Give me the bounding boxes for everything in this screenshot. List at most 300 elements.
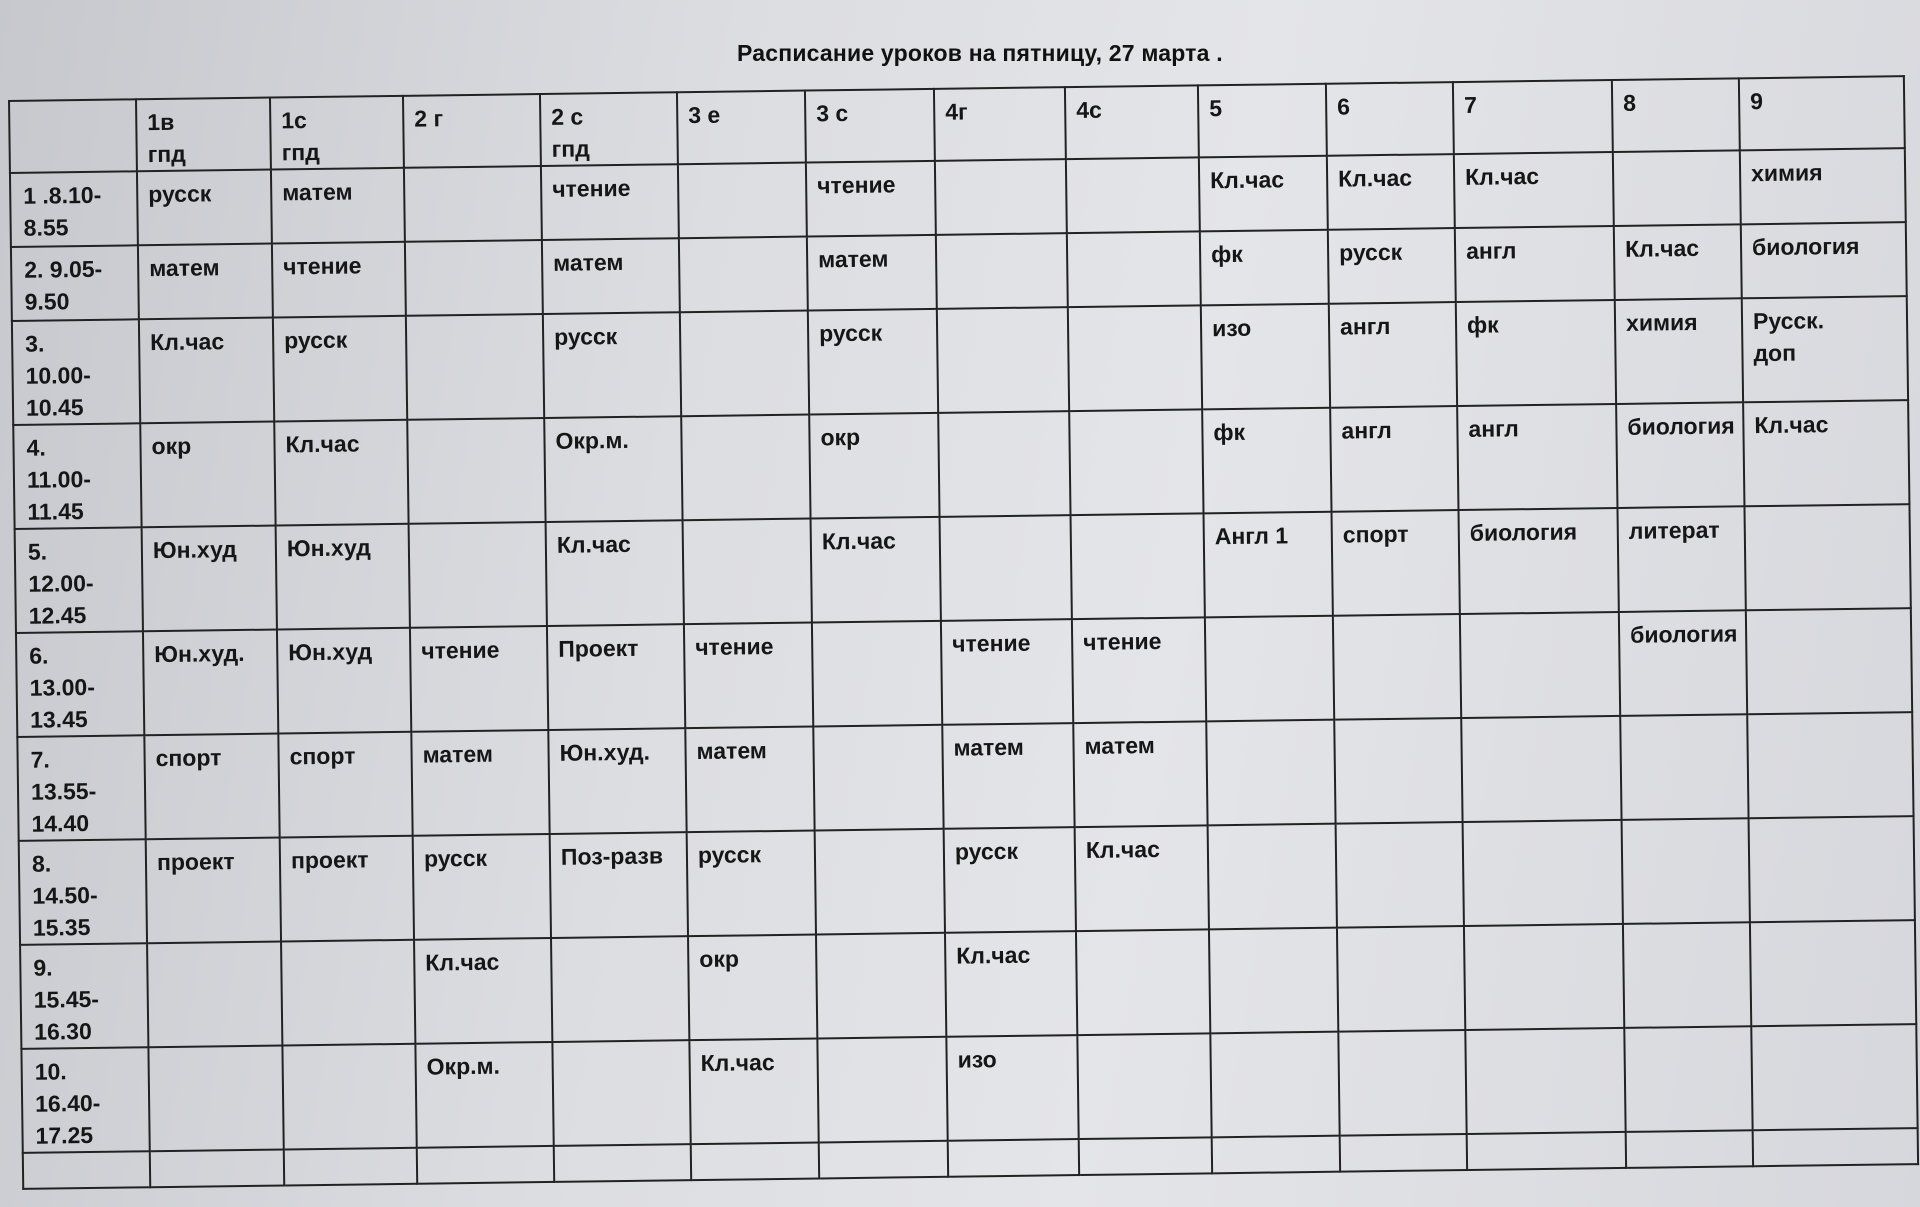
lesson-cell-text	[947, 240, 1058, 241]
lesson-cell	[542, 238, 680, 314]
lesson-cell-text: чтение	[817, 171, 896, 199]
lesson-cell-text	[948, 314, 1059, 315]
lesson-cell-text	[826, 836, 935, 837]
lesson-cell-text: матем	[149, 254, 220, 282]
column-header	[677, 91, 806, 165]
lesson-cell-text: Юн.худ	[286, 534, 371, 562]
lesson-cell	[806, 161, 936, 237]
column-header	[1739, 76, 1905, 150]
lesson-cell-text	[692, 422, 800, 423]
lesson-cell	[940, 515, 1072, 621]
lesson-cell-text	[1080, 417, 1193, 418]
column-header	[136, 98, 271, 172]
lesson-cell-text	[1761, 927, 1906, 929]
lesson-cell-text: матем	[1084, 732, 1155, 759]
lesson-cell	[406, 314, 544, 420]
lesson-cell-text: Кл.час	[1624, 234, 1700, 262]
lesson-cell-text	[1344, 621, 1451, 622]
lesson-cell-text: Юн.худ	[288, 638, 373, 666]
lesson-cell-text	[823, 628, 932, 629]
lesson-cell-text: Юн.худ	[152, 536, 237, 564]
lesson-cell	[812, 621, 942, 727]
lesson-cell-text	[292, 947, 405, 948]
lesson-cell-text: биология	[1469, 518, 1578, 546]
empty-cell	[554, 1144, 691, 1182]
lesson-cell	[1068, 305, 1202, 411]
lesson-cell-text: химия	[1625, 308, 1698, 336]
lesson-cell-text: химия	[1750, 159, 1823, 187]
column-header-text: 4с	[1076, 96, 1102, 124]
lesson-cell	[404, 166, 542, 242]
column-header-text: 3 с	[816, 100, 849, 127]
lesson-cell	[1329, 302, 1457, 408]
lesson-cell	[683, 519, 812, 625]
empty-cell	[23, 1151, 150, 1189]
lesson-cell	[1617, 506, 1745, 612]
lesson-cell	[1742, 296, 1908, 402]
lesson-cell-text	[160, 1053, 274, 1054]
lesson-cell	[1615, 298, 1743, 404]
lesson-cell	[142, 526, 277, 632]
lesson-cell	[1741, 222, 1907, 298]
lesson-cell	[1614, 224, 1742, 300]
lesson-cell-text	[1633, 825, 1740, 826]
lesson-cell-text	[828, 1044, 937, 1045]
lesson-cell	[1073, 721, 1207, 827]
lesson-cell	[1613, 150, 1741, 226]
lesson-cell-text	[694, 526, 802, 527]
lesson-cell	[678, 163, 807, 239]
lesson-cell-text	[1475, 931, 1614, 933]
lesson-cell	[1623, 922, 1751, 1028]
lesson-cell-text	[949, 418, 1060, 419]
lesson-cell	[1072, 617, 1206, 723]
lesson-cell-text	[1221, 1039, 1329, 1040]
lesson-cell-text: чтение	[952, 629, 1031, 657]
column-header-text: 8	[1623, 89, 1637, 116]
lesson-cell-text: Юн.худ.	[154, 639, 245, 668]
lesson-cell-text	[1758, 719, 1903, 721]
lesson-cell	[1209, 928, 1338, 1034]
lesson-time-cell	[10, 171, 138, 247]
lesson-time-cell	[19, 839, 147, 945]
lesson-time-cell	[21, 1047, 149, 1153]
lesson-cell-text: Кл.час	[150, 328, 225, 356]
lesson-cell-text	[1760, 823, 1905, 825]
lesson-cell	[1619, 610, 1747, 716]
lesson-cell-text: русск	[423, 844, 488, 872]
lesson-cell	[1332, 510, 1460, 616]
lesson-cell	[410, 626, 548, 732]
lesson-cell	[282, 1044, 416, 1150]
lesson-cell-text	[1472, 723, 1611, 725]
lesson-cell-text: русск	[818, 319, 883, 347]
lesson-cell-text	[1079, 313, 1192, 314]
column-header	[1453, 80, 1613, 154]
lesson-cell-text: матем	[553, 248, 624, 276]
lesson-cell	[1740, 148, 1906, 224]
lesson-cell	[1208, 824, 1337, 930]
lesson-cell-text: биология	[1627, 412, 1735, 440]
lesson-cell-text: окр	[151, 432, 192, 460]
lesson-cell	[405, 240, 543, 316]
lesson-cell-text: русск	[284, 326, 348, 354]
lesson-cell	[1334, 718, 1462, 824]
lesson-cell-text	[418, 425, 535, 427]
column-header-text: 9	[1749, 88, 1764, 115]
lesson-cell-text: чтение	[421, 636, 500, 664]
lesson-cell-text	[1220, 935, 1328, 936]
lesson-cell	[1463, 820, 1623, 926]
lesson-cell	[815, 829, 945, 935]
lesson-cell-text	[824, 732, 933, 733]
lesson-cell	[552, 1040, 690, 1146]
lesson-cell	[411, 730, 549, 836]
lesson-cell-text	[1088, 1040, 1201, 1041]
lesson-cell	[1454, 152, 1614, 228]
lesson-cell-text: фк	[1466, 311, 1499, 338]
lesson-cell	[1205, 616, 1334, 722]
lesson-cell	[689, 1038, 818, 1144]
lesson-cell-text: матем	[817, 245, 889, 273]
lesson-cell-text	[1634, 929, 1741, 930]
lesson-time-cell	[15, 527, 143, 633]
lesson-cell	[685, 727, 814, 833]
lesson-cell-text: фк	[1210, 240, 1243, 268]
lesson-time-cell	[16, 631, 144, 737]
lesson-cell	[942, 723, 1074, 829]
lesson-cell-text: Кл.час	[1337, 164, 1413, 192]
lesson-cell-text: Русск. доп	[1752, 307, 1825, 367]
lesson-cell-text: Кл.час	[1209, 166, 1285, 194]
lesson-cell-text	[691, 318, 799, 319]
lesson-cell-text	[420, 529, 537, 531]
schedule-table	[8, 75, 1919, 1190]
lesson-cell	[143, 630, 278, 736]
schedule-table-wrap	[8, 75, 1917, 1152]
lesson-cell-text: Кл.час	[425, 948, 500, 976]
column-header-text: 2 г	[414, 105, 444, 132]
lesson-cell	[144, 734, 279, 840]
lesson-cell	[1202, 408, 1331, 514]
page-title: Расписание уроков на пятницу, 27 марта .	[737, 40, 1223, 66]
lesson-cell	[551, 936, 689, 1042]
lesson-cell	[137, 170, 272, 246]
lesson-cell	[274, 420, 408, 526]
lesson-cell-text: Проект	[558, 634, 639, 662]
lesson-cell-text	[1757, 615, 1902, 617]
lesson-cell	[941, 619, 1073, 725]
lesson-cell-text: Юн.худ.	[559, 738, 651, 766]
lesson-cell	[807, 235, 937, 311]
lesson-cell-text: окр	[699, 945, 740, 973]
lesson-cell-text: проект	[156, 848, 235, 876]
lesson-cell-text	[1471, 619, 1610, 621]
column-header	[403, 94, 541, 168]
lesson-time-cell-text: 6. 13.00- 13.45	[29, 642, 96, 733]
empty-cell	[948, 1139, 1079, 1177]
column-header-text: 7	[1464, 91, 1478, 118]
lesson-cell-text: чтение	[552, 174, 631, 202]
column-header-text: 1в гпд	[147, 108, 186, 168]
lesson-cell-text	[1087, 936, 1200, 937]
empty-cell	[1212, 1136, 1340, 1174]
lesson-cell	[138, 244, 273, 320]
lesson-cell	[146, 838, 281, 944]
lesson-cell	[1460, 612, 1620, 718]
lesson-cell	[1069, 409, 1203, 515]
lesson-cell-text: англ	[1468, 415, 1519, 442]
lesson-cell-text	[690, 244, 798, 245]
empty-cell	[1626, 1130, 1753, 1168]
schedule-body	[9, 76, 1918, 1189]
lesson-cell	[1456, 300, 1616, 406]
lesson-cell	[946, 1035, 1078, 1141]
lesson-cell	[140, 422, 275, 528]
lesson-time-cell-text: 2. 9.05- 9.50	[24, 255, 103, 315]
lesson-cell	[817, 1037, 947, 1143]
lesson-cell-text: спорт	[289, 742, 356, 770]
lesson-cell-text	[1348, 933, 1455, 934]
lesson-time-cell-text: 10. 16.40- 17.25	[34, 1058, 101, 1149]
column-header	[1326, 82, 1454, 156]
lesson-cell-text: матем	[282, 178, 353, 206]
lesson-cell	[808, 309, 938, 415]
lesson-cell	[544, 416, 682, 522]
lesson-cell	[688, 934, 817, 1040]
lesson-cell-text: изо	[957, 1046, 997, 1073]
lesson-cell-text: Поз-разв	[560, 842, 664, 870]
lesson-cell-text: спорт	[155, 744, 222, 772]
lesson-cell-text: чтение	[1083, 627, 1162, 655]
lesson-cell	[1622, 818, 1750, 924]
lesson-cell-text	[951, 522, 1062, 523]
lesson-cell-text	[417, 321, 534, 323]
lesson-cell	[276, 524, 410, 630]
lesson-cell-text	[689, 170, 797, 171]
lesson-cell-text: Кл.час	[1754, 411, 1829, 439]
lesson-cell	[414, 938, 552, 1044]
lesson-cell-text	[946, 166, 1057, 167]
lesson-cell	[1624, 1026, 1752, 1132]
empty-cell	[284, 1148, 417, 1186]
lesson-cell	[813, 725, 943, 831]
lesson-cell-text: изо	[1211, 314, 1252, 342]
lesson-time-cell-text: 9. 15.45- 16.30	[33, 954, 100, 1045]
lesson-cell-text: Кл.час	[556, 530, 632, 558]
lesson-cell-text	[293, 1051, 406, 1052]
empty-cell	[417, 1146, 554, 1184]
lesson-cell	[935, 159, 1067, 235]
lesson-cell	[1338, 1030, 1466, 1136]
lesson-cell-text: англ	[1339, 312, 1391, 340]
lesson-cell	[1075, 825, 1209, 931]
lesson-cell	[681, 415, 810, 521]
lesson-cell	[1067, 231, 1201, 307]
lesson-cell	[1746, 608, 1912, 714]
lesson-cell-text: литерат	[1628, 516, 1720, 544]
lesson-cell	[1336, 822, 1464, 928]
lesson-cell-text: чтение	[283, 252, 362, 280]
lesson-cell	[1620, 714, 1748, 820]
column-header-text: 3 е	[688, 101, 721, 129]
lesson-cell	[1076, 929, 1210, 1035]
empty-cell	[150, 1149, 284, 1187]
lesson-cell	[1333, 614, 1461, 720]
lesson-time-cell	[20, 943, 148, 1049]
lesson-cell-text	[1078, 239, 1191, 240]
lesson-cell-text: чтение	[695, 633, 774, 661]
empty-cell	[1340, 1134, 1467, 1172]
lesson-cell	[1066, 157, 1200, 233]
lesson-cell	[1743, 400, 1909, 506]
lesson-cell	[271, 168, 405, 244]
lesson-cell-text: русск	[1338, 238, 1403, 266]
lesson-cell	[1751, 1024, 1917, 1130]
lesson-cell-text	[1082, 521, 1195, 522]
lesson-cell-text	[1345, 725, 1452, 726]
lesson-cell-text: англ	[1341, 416, 1392, 444]
empty-cell	[1079, 1137, 1212, 1175]
lesson-cell	[1201, 304, 1330, 410]
lesson-cell-text: биология	[1751, 232, 1860, 261]
lesson-cell-text: русск	[553, 323, 618, 350]
column-header	[934, 87, 1066, 161]
lesson-cell	[272, 242, 406, 318]
lesson-cell	[1206, 720, 1335, 826]
lesson-cell	[1071, 513, 1205, 619]
lesson-cell	[139, 318, 274, 424]
lesson-cell-text	[1635, 1033, 1742, 1034]
lesson-cell-text: Кл.час	[956, 941, 1031, 969]
lesson-cell	[547, 624, 685, 730]
lesson-cell-text	[562, 943, 679, 945]
lesson-cell	[407, 418, 545, 524]
empty-cell	[1753, 1128, 1918, 1166]
lesson-cell	[811, 517, 941, 623]
column-header	[1065, 85, 1199, 159]
lesson-cell	[415, 1042, 553, 1148]
lesson-cell	[1077, 1033, 1211, 1139]
lesson-cell	[413, 834, 551, 940]
lesson-time-cell-text: 7. 13.55- 14.40	[30, 746, 97, 837]
lesson-cell-text	[1624, 157, 1731, 158]
lesson-time-cell-text: 8. 14.50- 15.35	[31, 850, 98, 941]
empty-cell	[819, 1141, 948, 1179]
lesson-cell-text	[827, 940, 936, 941]
lesson-cell	[679, 237, 808, 313]
lesson-cell	[1199, 156, 1328, 232]
lesson-cell	[550, 832, 688, 938]
lesson-cell	[1330, 406, 1458, 512]
lesson-cell-text: матем	[953, 733, 1025, 761]
column-header-text: 2 с гпд	[551, 103, 590, 162]
lesson-cell	[278, 732, 412, 838]
lesson-cell-text: Англ 1	[1214, 522, 1289, 550]
lesson-cell-text: русск	[954, 837, 1019, 865]
lesson-time-cell	[12, 319, 140, 425]
lesson-cell	[1744, 504, 1910, 610]
lesson-cell-text: русск	[148, 180, 212, 208]
lesson-cell-text	[416, 247, 533, 249]
column-header	[540, 92, 678, 166]
lesson-cell	[1337, 926, 1465, 1032]
lesson-cell	[816, 933, 946, 1039]
lesson-cell	[1204, 512, 1333, 618]
lesson-cell	[944, 827, 1076, 933]
lesson-cell	[548, 728, 686, 834]
lesson-time-cell-text: 5. 12.00- 12.45	[27, 538, 94, 629]
lesson-cell-text	[1476, 1035, 1615, 1037]
lesson-cell	[277, 628, 411, 734]
lesson-time-cell	[17, 735, 145, 841]
lesson-cell-text: биология	[1629, 620, 1738, 648]
lesson-cell	[1327, 154, 1455, 230]
lesson-cell-text: окр	[820, 423, 861, 451]
lesson-cell	[684, 623, 813, 729]
lesson-cell-text: матем	[696, 737, 768, 765]
lesson-cell-text: Кл.час	[1085, 835, 1161, 863]
lesson-cell	[281, 940, 415, 1046]
lesson-cell-text	[1631, 721, 1738, 722]
lesson-cell	[280, 836, 414, 942]
lesson-cell	[1457, 404, 1617, 510]
lesson-cell-text: Кл.час	[700, 1049, 775, 1077]
lesson-cell	[273, 316, 407, 422]
lesson-cell	[147, 941, 282, 1047]
lesson-cell-text: спорт	[1342, 520, 1409, 548]
lesson-cell	[936, 233, 1068, 309]
lesson-cell-text	[415, 173, 532, 175]
lesson-cell-text: матем	[422, 740, 494, 768]
lesson-cell-text	[1474, 827, 1613, 829]
lesson-cell-text	[563, 1047, 680, 1049]
lesson-cell	[543, 312, 681, 418]
column-header-text: 6	[1337, 93, 1351, 120]
corner-cell	[9, 99, 137, 173]
column-header-text: 1с гпд	[281, 107, 320, 166]
empty-cell	[1467, 1132, 1626, 1170]
lesson-cell-text	[1349, 1037, 1456, 1038]
lesson-cell	[541, 164, 679, 240]
lesson-cell	[687, 831, 816, 937]
lesson-time-cell-text: 3. 10.00- 10.45	[25, 330, 91, 421]
column-header	[805, 89, 935, 163]
lesson-cell	[1210, 1032, 1339, 1138]
lesson-cell	[937, 307, 1069, 413]
lesson-cell	[1616, 402, 1744, 508]
lesson-cell	[1747, 712, 1913, 818]
lesson-cell	[1465, 1028, 1625, 1134]
lesson-cell	[546, 520, 684, 626]
lesson-cell	[1461, 716, 1621, 822]
lesson-cell	[1455, 226, 1615, 302]
lesson-cell-text: Кл.час	[1464, 162, 1540, 190]
lesson-cell	[1458, 508, 1618, 614]
lesson-cell	[148, 1045, 283, 1151]
column-header	[270, 96, 404, 170]
lesson-cell-text: русск	[697, 841, 762, 869]
lesson-cell	[1750, 920, 1916, 1026]
lesson-cell-text: проект	[290, 846, 369, 874]
column-header	[1612, 78, 1740, 152]
lesson-time-cell	[11, 245, 139, 321]
lesson-cell	[1328, 228, 1456, 304]
lesson-cell	[945, 931, 1077, 1037]
lesson-cell	[680, 311, 809, 417]
empty-cell	[691, 1142, 819, 1180]
lesson-cell-text: Окр.м.	[426, 1052, 501, 1080]
